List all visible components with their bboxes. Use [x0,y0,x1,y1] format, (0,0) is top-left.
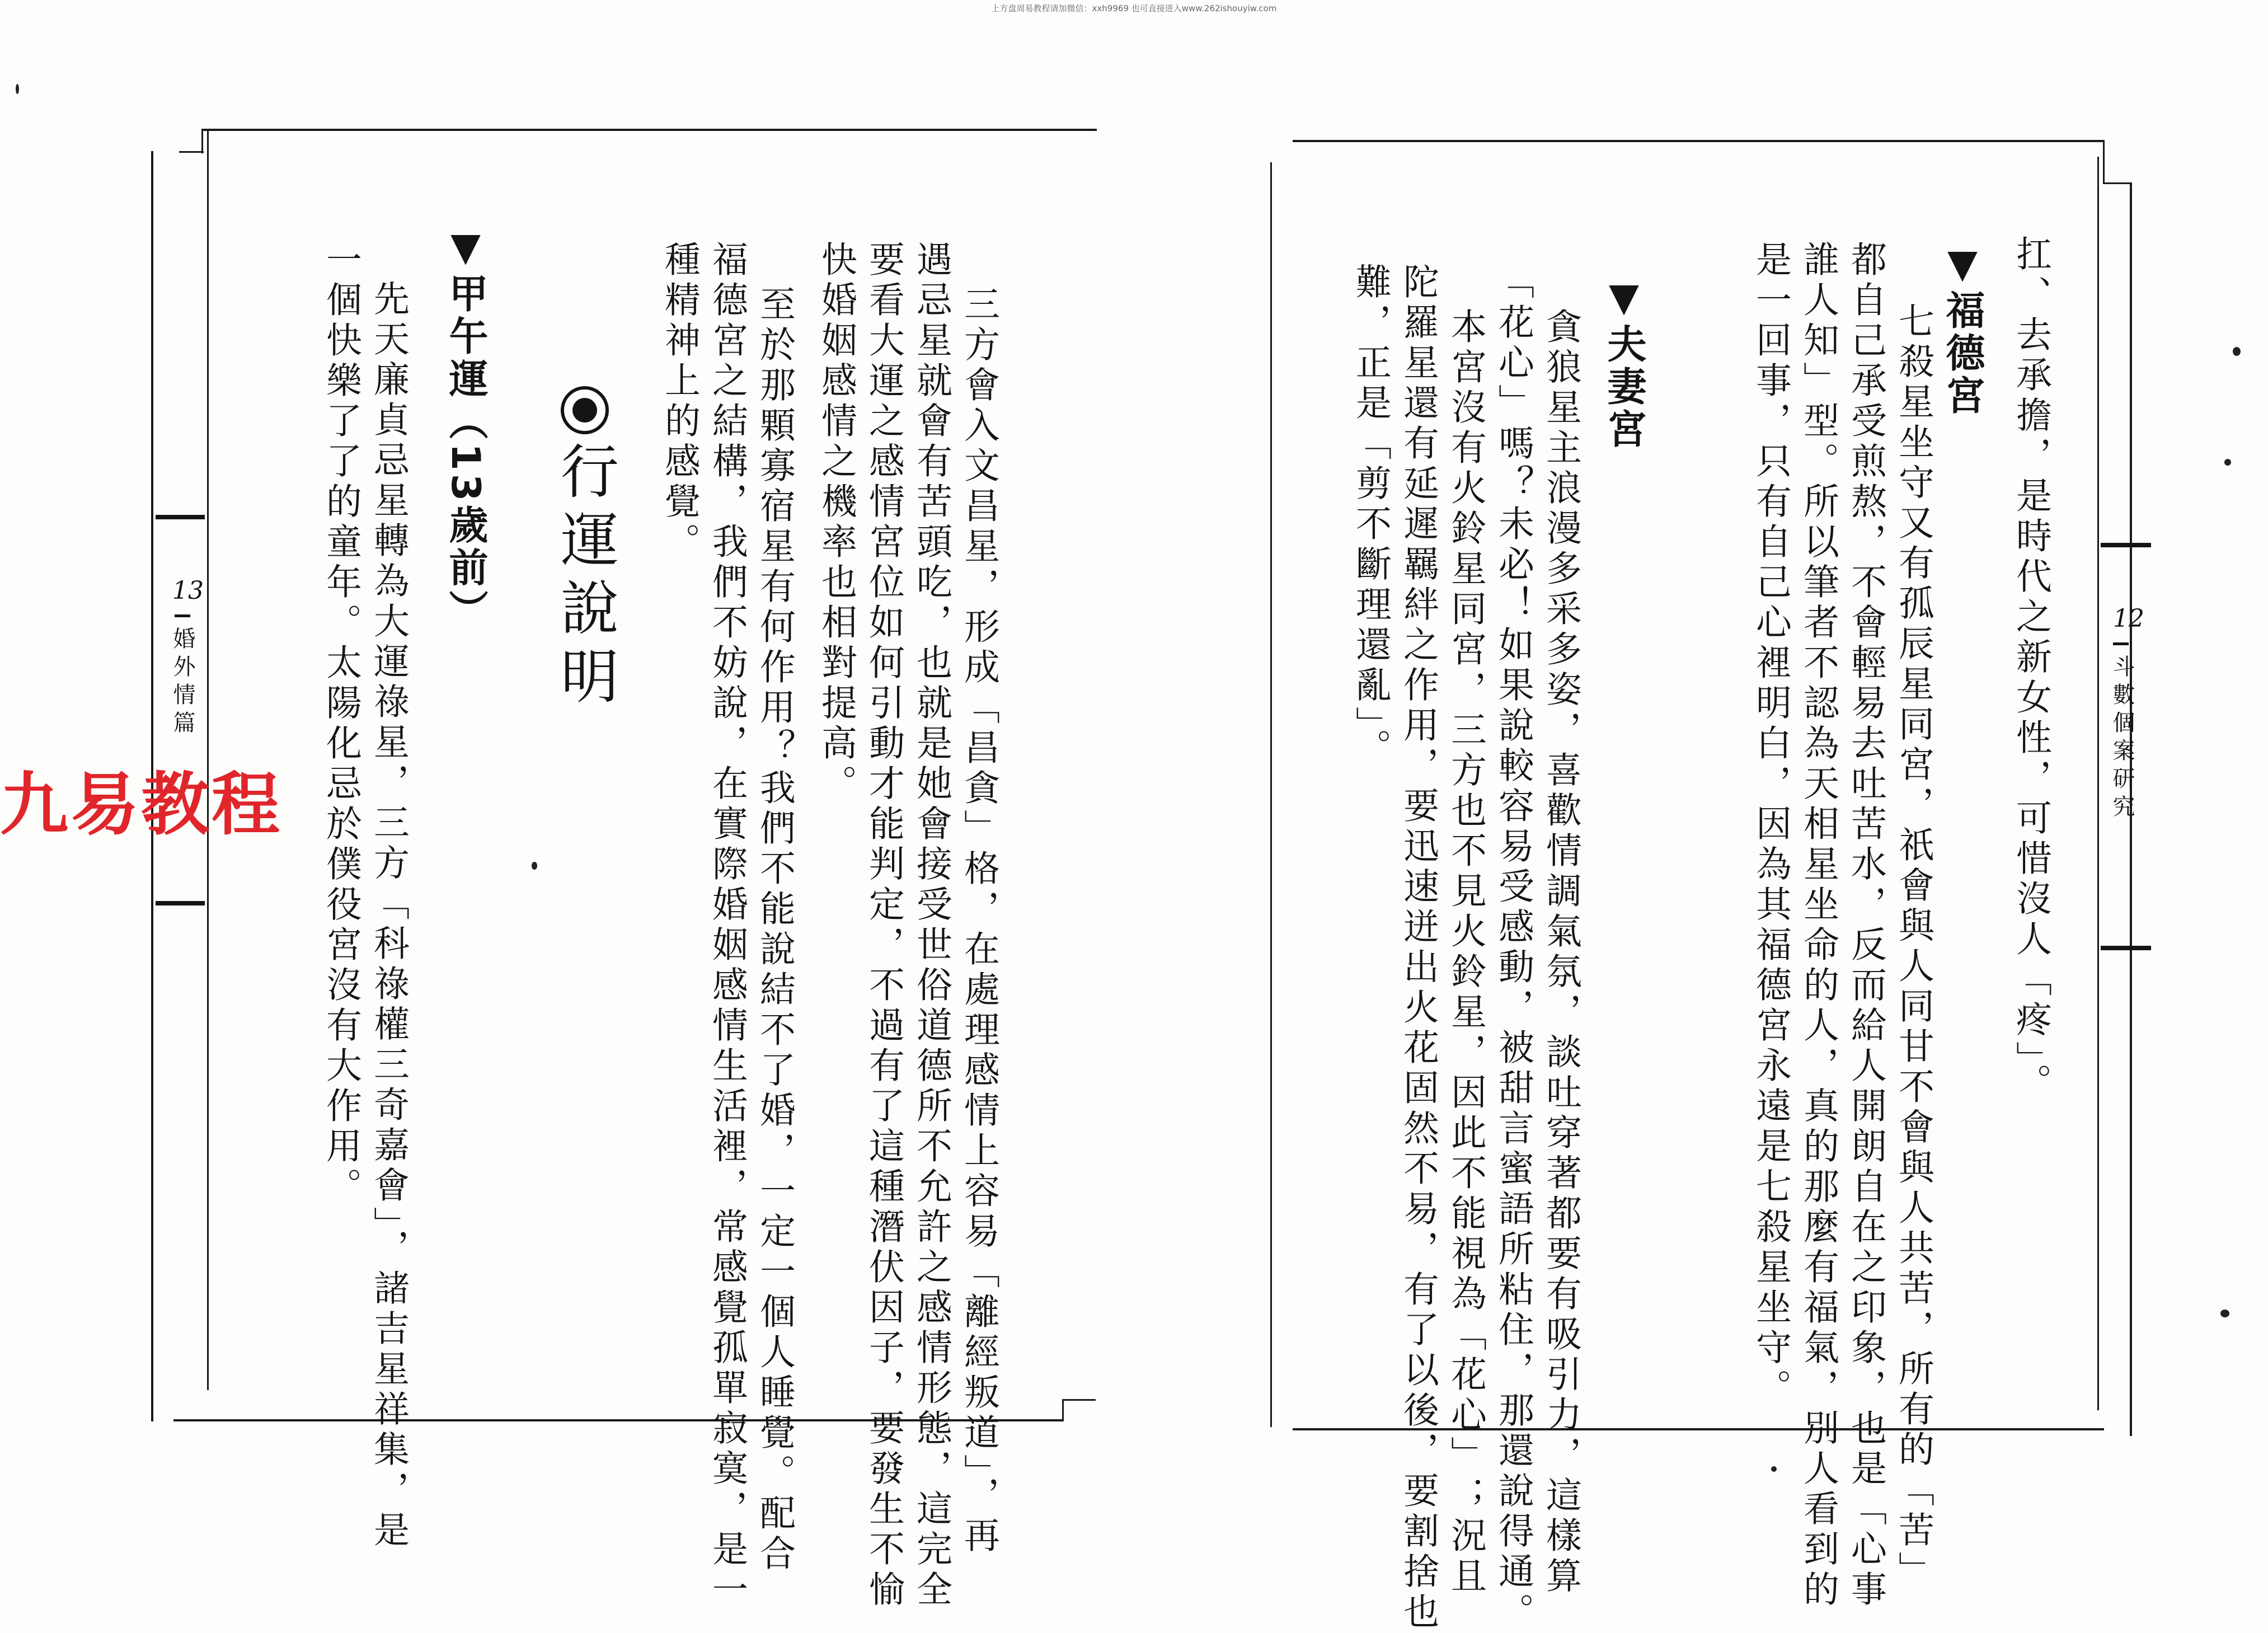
text-column: 種精神上的感覺。 [659,241,700,563]
side-rule-mid [2113,642,2129,645]
text-column: 一個快樂了了的童年。太陽化忌於僕役宮沒有大作用。 [320,241,361,1208]
subhead-jiawu: ▼甲午運（13歲前） [443,224,489,632]
text-column: 是一回事，只有自己心裡明白，因為其福德宮永遠是七殺星坐守。 [1750,241,1791,1409]
side-rule-upper [156,515,205,519]
text-column: 快婚姻感情之機率也相對提高。 [815,241,857,805]
page-number: 12 [2113,604,2144,633]
page-number: 13 [172,576,204,605]
text-column: 本宮沒有火鈴星同宮，三方也不見火鈴星，因此不能視為「花心」；況且 [1445,308,1486,1597]
section-label: 婚外情篇 [170,627,195,739]
text-column: 難，正是「剪不斷理還亂」。 [1350,263,1391,769]
chapter-title [543,386,627,714]
text-column: 遇忌星就會有苦頭吃，也就是她會接受世俗道德所不允許之感情形態，這完全 [910,241,952,1611]
text-column: 福德宮之結構，我們不妨說，在實際婚姻感情生活裡，常感覺孤單寂寞，是一 [706,241,748,1611]
chapter-title-text: 行運說明 [551,441,619,714]
text-column: 七殺星坐守又有孤辰星同宮，祇會與人同甘不會與人共苦，所有的「苦」 [1893,302,1934,1592]
bullseye-icon [561,386,609,434]
text-column: 「花心」嗎？未必！如果說較容易受感動，被甜言蜜語所粘住，那還說得通。 [1492,263,1534,1633]
text-column: 誰人知」型。所以筆者不認為天相星坐命的人，真的那麼有福氣，別人看到的 [1797,241,1839,1611]
left-page [151,129,1097,1611]
text-column: 要看大運之感情宮位如何引動才能判定，不過有了這種潛伏因子，要發生不愉 [863,241,904,1611]
heading-fuqi: ▼夫妻宮 [1601,274,1647,451]
text-column: 陀羅星還有延遲羈絆之作用，要迅速迸出火花固然不易，有了以後，要割捨也 [1397,263,1439,1633]
top-note: 上方盘周易教程请加微信：xxh9969 也可直接进入www.262ishouyiw.com [991,3,1277,13]
heading-fude: ▼福德宮 [1940,241,1985,417]
side-rule-lower [156,901,205,905]
section-label: 斗數個案研究 [2109,655,2135,823]
text-column: 至於那顆寡宿星有何作用？我們不能說結不了婚，一定一個人睡覺。配合 [754,285,795,1575]
watermark-logo: 九易教程 [0,765,282,844]
right-page [1270,140,2149,1633]
text-column: 三方會入文昌星，形成「昌貪」格，在處理感情上容易「離經叛道」，再 [958,285,999,1557]
frame-top [201,129,1097,131]
frame-top [1293,140,2104,142]
text-column: 貪狼星主浪漫多采多姿，喜歡情調氣氛，談吐穿著都要有吸引力，這樣算 [1540,308,1581,1597]
side-rule-mid [175,614,190,617]
side-rule-upper [2101,543,2151,547]
text-column: 扛、去承擔，是時代之新女性，可惜沒人「疼」。 [2010,235,2051,1104]
side-rule-lower [2101,946,2151,950]
text-column: 先天廉貞忌星轉為大運祿星，三方「科祿權三奇嘉會」，諸吉星祥集，是 [368,280,409,1551]
text-column: 都自己承受煎熬，不會輕易去吐苦水，反而給人開朗自在之印象，也是「心事 [1845,241,1886,1611]
